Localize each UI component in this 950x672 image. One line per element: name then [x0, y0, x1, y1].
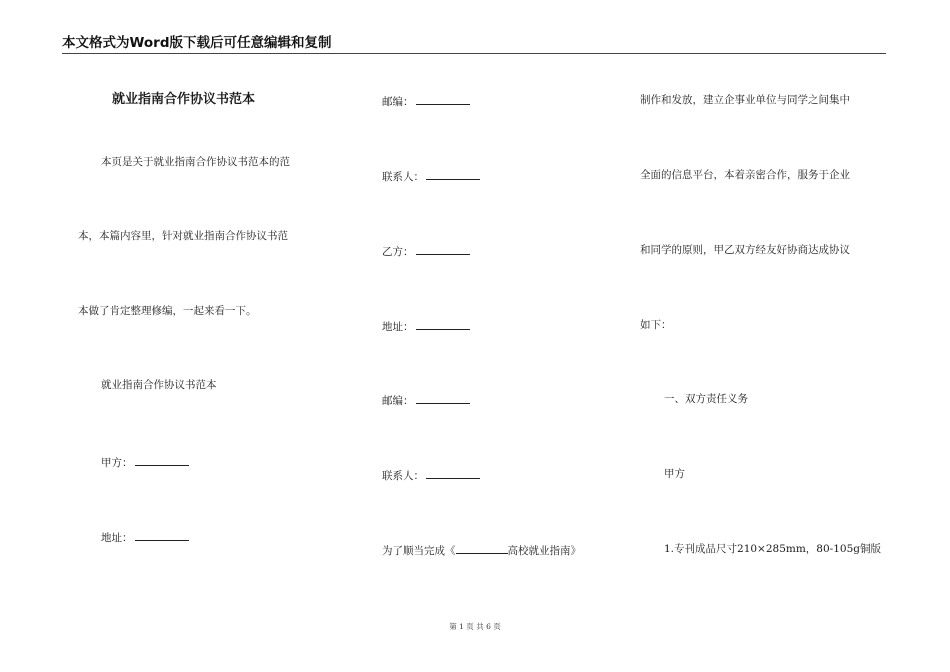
party-a-field	[101, 454, 189, 470]
body-line-1: 制作和发放，建立企事业单位与同学之间集中	[640, 94, 850, 106]
party-a-label: 甲方：	[101, 457, 133, 469]
party-b-contact-field	[382, 467, 480, 483]
party-a-address-blank	[135, 529, 189, 541]
clause-heading: 一、双方责任义务	[664, 393, 748, 405]
party-b-postcode-field	[382, 392, 470, 408]
intro-line-3: 本做了肯定整理修编，一起来看一下。	[78, 305, 257, 317]
party-b-address-field	[382, 318, 470, 334]
purpose-line	[382, 542, 581, 558]
party-a-contact-blank	[426, 168, 480, 180]
party-a-postcode-blank	[416, 93, 470, 105]
header-divider	[62, 53, 886, 54]
party-b-contact-label: 联系人：	[382, 470, 424, 482]
document-header: 本文格式为Word版下载后可任意编辑和复制	[62, 35, 332, 51]
document-title: 就业指南合作协议书范本	[112, 92, 256, 107]
party-b-address-label: 地址：	[382, 321, 414, 333]
party-a-postcode-field	[382, 93, 470, 109]
party-b-contact-blank	[426, 467, 480, 479]
party-a-subheading: 甲方	[664, 468, 685, 480]
body-line-4: 如下：	[640, 319, 672, 331]
party-b-postcode-blank	[416, 392, 470, 404]
section-heading: 就业指南合作协议书范本	[101, 379, 217, 391]
publication-name-blank	[456, 542, 508, 554]
party-b-field	[382, 243, 470, 259]
purpose-suffix: 高校就业指南》	[507, 545, 581, 557]
party-a-postcode-label: 邮编：	[382, 96, 414, 108]
party-b-blank	[416, 243, 470, 255]
party-a-blank	[135, 454, 189, 466]
party-b-postcode-label: 邮编：	[382, 395, 414, 407]
purpose-prefix: 为了顺当完成《	[382, 545, 456, 557]
party-a-address-field	[101, 529, 189, 545]
clause-item-1: 1.专刊成品尺寸210×285mm，80-105g铜版	[664, 543, 881, 555]
party-a-contact-label: 联系人：	[382, 171, 424, 183]
party-b-label: 乙方：	[382, 246, 414, 258]
party-a-address-label: 地址：	[101, 532, 133, 544]
page-number: 第 1 页 共 6 页	[449, 622, 501, 631]
party-a-contact-field	[382, 168, 480, 184]
party-b-address-blank	[416, 318, 470, 330]
intro-line-1: 本页是关于就业指南合作协议书范本的范	[101, 156, 290, 168]
intro-line-2: 本，本篇内容里，针对就业指南合作协议书范	[78, 230, 288, 242]
body-line-3: 和同学的原则，甲乙双方经友好协商达成协议	[640, 244, 850, 256]
body-line-2: 全面的信息平台，本着亲密合作，服务于企业	[640, 169, 850, 181]
